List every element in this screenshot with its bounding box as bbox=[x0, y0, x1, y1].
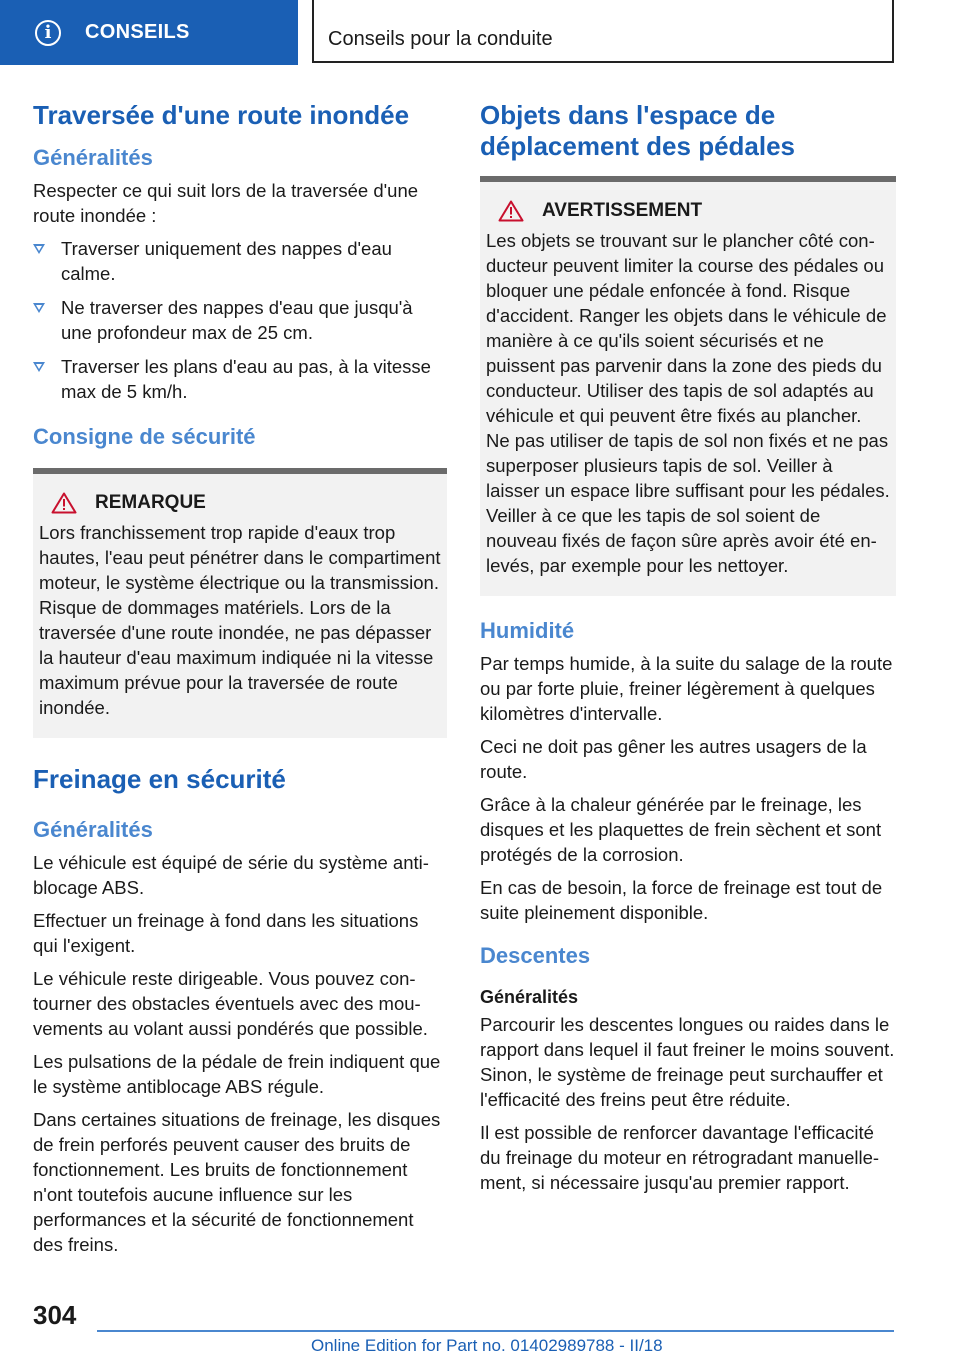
paragraph: Effectuer un freinage à fond dans les situations qui l'exigent. bbox=[33, 909, 419, 956]
subheading-safety: Consigne de sécurité bbox=[33, 423, 256, 449]
info-icon: i bbox=[35, 20, 61, 46]
list-item: Ne traverser des nappes d'eau que jusqu'à une profondeur max de 25 cm. bbox=[33, 295, 447, 345]
paragraph: Grâce à la chaleur générée par le freinage, les disques et les plaquettes de frein sèchent et sont protégés de la corrosion. bbox=[480, 793, 882, 865]
list-item: Traverser les plans d'eau au pas, à la vitesse max de 5 km/h. bbox=[33, 354, 447, 404]
subheading-general: Généralités bbox=[33, 817, 153, 843]
warning-text: Les objets se trouvant sur le plancher côté conducteur peuvent limiter la course des pédales ou bloquer une pédale enfoncée à fond. Risque d'accident. Ranger les objets dans le véhicule de manière à ce qu'ils soient sécurisés et ne puissent pas parvenir dans la zone des pieds du conducteur. Utiliser des tapis de sol adaptés au véhicule et qui peuvent être fixés au plancher. Ne pas utiliser de tapis de sol non fixés et ne pas superposer plusieurs tapis de sol. Veiller à laisser un espace libre suffisant pour les pédales. Veiller à ce que les tapis de sol soient de nouveau fixés de façon sûre après avoir été enlevés, par exemple pour les nettoyer. bbox=[486, 230, 890, 577]
notice-text: Lors franchissement trop rapide d'eaux trop hautes, l'eau peut pénétrer dans le compartiment moteur, le système électrique ou la transmission. Risque de dommages matériels. Lors de la traversée d'une route inondée, ne pas dépasser la hauteur d'eau maximum indiquée ni la vitesse maximum prévue pour la traversée de route inondée. bbox=[39, 521, 441, 718]
heading-pedal-objects: Objets dans l'espace de déplacement des pédales bbox=[480, 100, 796, 162]
notice-title: REMARQUE bbox=[95, 491, 206, 513]
paragraph: Le véhicule est équipé de série du système antiblocage ABS. bbox=[33, 851, 429, 898]
heading-flooded-road: Traversée d'une route inondée bbox=[33, 100, 410, 130]
notice-box bbox=[33, 468, 447, 738]
paragraph: Les pulsations de la pédale de frein indiquent que le système antiblocage ABS régule. bbox=[33, 1050, 441, 1097]
list-item: Traverser uniquement des nappes d'eau calme. bbox=[33, 236, 447, 286]
paragraph: Parcourir les descentes longues ou raides dans le rapport dans lequel il faut freiner le moins souvent. Sinon, le système de freinage peut surchauffer et l'efficacité des freins peut être réduite. bbox=[480, 1014, 895, 1111]
triangle-bullet-icon bbox=[33, 303, 45, 313]
heading-braking: Freinage en sécurité bbox=[33, 763, 286, 794]
chapter-title: Conseils pour la conduite bbox=[328, 28, 553, 50]
subheading-general: Généralités bbox=[33, 145, 153, 171]
triangle-bullet-icon bbox=[33, 244, 45, 254]
subheading-descents: Descentes bbox=[480, 942, 591, 968]
section-tab[interactable] bbox=[0, 0, 298, 65]
warning-icon bbox=[51, 492, 77, 514]
warning-title: AVERTISSEMENT bbox=[542, 200, 703, 222]
minor-heading-general: Généralités bbox=[480, 987, 579, 1008]
chapter-header bbox=[312, 0, 894, 63]
paragraph: En cas de besoin, la force de freinage est tout de suite pleinement disponible. bbox=[480, 876, 883, 923]
triangle-bullet-icon bbox=[33, 362, 45, 372]
warning-box bbox=[480, 176, 896, 596]
footer-divider bbox=[97, 1330, 894, 1332]
warning-icon bbox=[498, 200, 524, 222]
subheading-humidity: Humidité bbox=[480, 618, 575, 644]
paragraph: Le véhicule reste dirigeable. Vous pouvez contourner des obstacles éventuels avec des mouvements au volant aussi pondérés que possible. bbox=[33, 967, 428, 1039]
left-column bbox=[33, 100, 447, 1265]
paragraph: Ceci ne doit pas gêner les autres usagers de la route. bbox=[480, 735, 867, 782]
intro-text: Respecter ce qui suit lors de la traversée d'une route inondée : bbox=[33, 179, 419, 226]
section-tab-label: CONSEILS bbox=[85, 21, 190, 43]
flood-bullet-list bbox=[33, 236, 447, 404]
paragraph: Il est possible de renforcer davantage l'efficacité du freinage du moteur en rétrogradant manuellement, si nécessaire jusqu'au premier rapport. bbox=[480, 1122, 880, 1194]
paragraph: Dans certaines situations de freinage, les disques de frein perforés peuvent causer des bruits de fonctionnement. Les bruits de fonctionnement n'ont toutefois aucune influence sur les performances et la sécurité de fonctionnement des freins. bbox=[33, 1108, 441, 1255]
paragraph: Par temps humide, à la suite du salage de la route ou par forte pluie, freiner légèrement à quelques kilomètres d'intervalle. bbox=[480, 652, 893, 724]
edition-text: Online Edition for Part no. 01402989788 - II/18 bbox=[311, 1336, 663, 1355]
page-number: 304 bbox=[33, 1300, 77, 1330]
right-column bbox=[480, 100, 896, 1203]
